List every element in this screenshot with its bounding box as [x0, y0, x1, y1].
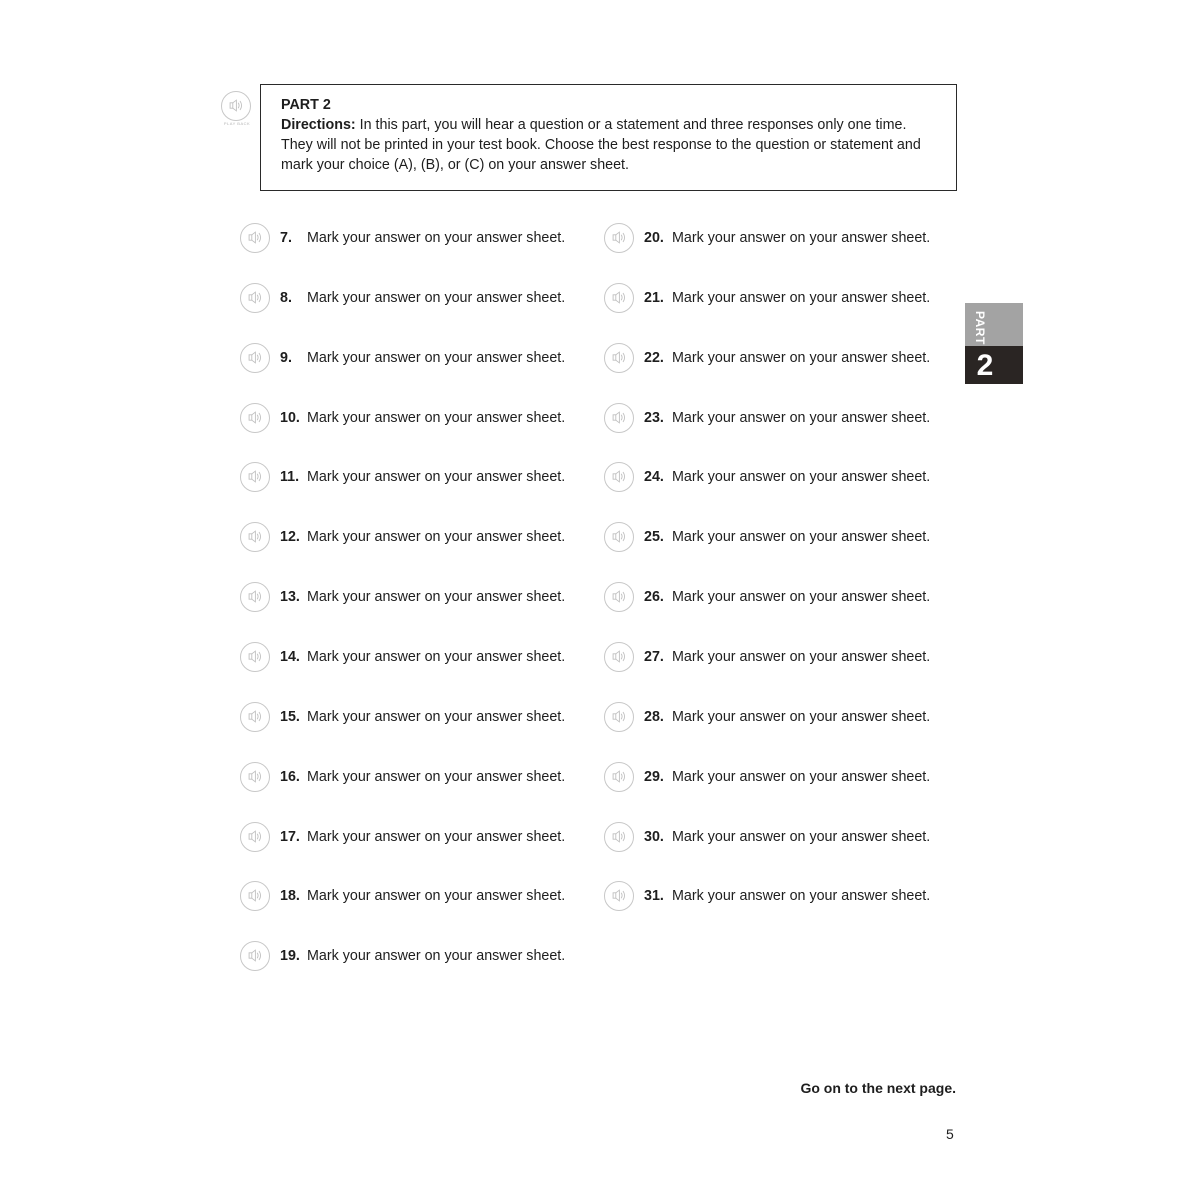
speaker-icon[interactable] — [604, 522, 634, 552]
speaker-icon[interactable] — [240, 642, 270, 672]
question-text: Mark your answer on your answer sheet. — [307, 409, 566, 426]
speaker-icon[interactable] — [604, 223, 634, 253]
speaker-icon[interactable] — [604, 462, 634, 492]
question-number: 7. — [280, 230, 292, 246]
speaker-icon[interactable] — [604, 403, 634, 433]
question-number: 21. — [644, 289, 664, 306]
question-text: Mark your answer on your answer sheet. — [307, 529, 566, 546]
question-text: Mark your answer on your answer sheet. — [307, 349, 566, 366]
speaker-icon[interactable] — [604, 702, 634, 732]
question-text: Mark your answer on your answer sheet. — [307, 888, 566, 905]
speaker-icon[interactable] — [240, 881, 270, 911]
speaker-icon[interactable] — [240, 522, 270, 552]
speaker-icon[interactable] — [240, 403, 270, 433]
question-text: Mark your answer on your answer sheet. — [307, 289, 566, 306]
question-number: 23. — [644, 409, 664, 426]
icon-caption: PLAY BACK — [223, 121, 251, 126]
speaker-icon[interactable] — [240, 343, 270, 373]
speaker-glyph — [222, 92, 249, 119]
question-number: 10. — [280, 409, 300, 426]
speaker-icon[interactable] — [240, 582, 270, 612]
question-number: 30. — [644, 828, 664, 845]
question-number: 18. — [280, 888, 300, 905]
directions-box — [260, 84, 957, 191]
question-number: 22. — [644, 349, 664, 366]
part-tab-number: 2 — [976, 349, 994, 382]
speaker-icon[interactable] — [604, 582, 634, 612]
speaker-icon[interactable] — [604, 822, 634, 852]
question-text: Mark your answer on your answer sheet. — [672, 469, 931, 486]
speaker-icon[interactable] — [604, 642, 634, 672]
page-number: 5 — [946, 1126, 954, 1142]
question-text: Mark your answer on your answer sheet. — [672, 589, 931, 606]
speaker-icon[interactable] — [604, 762, 634, 792]
speaker-icon[interactable] — [240, 941, 270, 971]
part-heading: PART 2 — [281, 97, 331, 113]
question-number: 15. — [280, 708, 300, 725]
question-number: 26. — [644, 589, 664, 606]
question-number: 13. — [280, 589, 300, 606]
speaker-icon[interactable] — [240, 822, 270, 852]
question-text: Mark your answer on your answer sheet. — [672, 708, 931, 725]
speaker-icon[interactable] — [221, 91, 251, 121]
directions-text: In this part, you will hear a question or a statement and three responses only one time. They will not be printed in your test book. Choose the best response to the question or statement and mark your choice (A), (B), or (C) on your answer sheet. — [281, 117, 921, 173]
question-text: Mark your answer on your answer sheet. — [672, 648, 931, 665]
question-text: Mark your answer on your answer sheet. — [672, 888, 931, 905]
part-tab-bottom — [965, 346, 1023, 384]
question-text: Mark your answer on your answer sheet. — [307, 469, 566, 486]
question-number: 11. — [280, 469, 300, 486]
question-number: 9. — [280, 349, 292, 366]
directions-label: Directions: — [281, 117, 356, 133]
speaker-icon[interactable] — [240, 462, 270, 492]
speaker-icon[interactable] — [240, 762, 270, 792]
question-number: 20. — [644, 230, 664, 246]
question-text: Mark your answer on your answer sheet. — [307, 948, 566, 965]
question-number: 25. — [644, 529, 664, 546]
question-text: Mark your answer on your answer sheet. — [307, 589, 566, 606]
directions-paragraph — [281, 115, 937, 175]
question-number: 17. — [280, 828, 300, 845]
question-number: 19. — [280, 948, 300, 965]
go-next-instruction: Go on to the next page. — [800, 1080, 956, 1096]
question-number: 31. — [644, 888, 664, 905]
part-tab-label: PART — [973, 311, 987, 345]
question-text: Mark your answer on your answer sheet. — [672, 529, 931, 546]
question-text: Mark your answer on your answer sheet. — [672, 349, 931, 366]
question-text: Mark your answer on your answer sheet. — [307, 768, 566, 785]
speaker-icon[interactable] — [240, 223, 270, 253]
question-text: Mark your answer on your answer sheet. — [672, 409, 931, 426]
question-text: Mark your answer on your answer sheet. — [672, 768, 931, 785]
question-text: Mark your answer on your answer sheet. — [672, 289, 931, 306]
speaker-icon[interactable] — [604, 343, 634, 373]
part-tab-top — [965, 303, 1023, 346]
question-number: 29. — [644, 768, 664, 785]
speaker-icon[interactable] — [604, 881, 634, 911]
question-number: 27. — [644, 648, 664, 665]
speaker-icon[interactable] — [240, 283, 270, 313]
question-text: Mark your answer on your answer sheet. — [672, 230, 931, 246]
speaker-icon[interactable] — [240, 702, 270, 732]
question-text: Mark your answer on your answer sheet. — [307, 648, 566, 665]
part-tab — [965, 303, 1023, 384]
question-number: 24. — [644, 469, 664, 486]
question-text: Mark your answer on your answer sheet. — [307, 828, 566, 845]
question-number: 14. — [280, 648, 300, 665]
question-text: Mark your answer on your answer sheet. — [307, 708, 566, 725]
question-number: 8. — [280, 289, 292, 306]
question-number: 12. — [280, 529, 300, 546]
speaker-icon[interactable] — [604, 283, 634, 313]
question-text: Mark your answer on your answer sheet. — [307, 230, 566, 246]
question-number: 28. — [644, 708, 664, 725]
question-text: Mark your answer on your answer sheet. — [672, 828, 931, 845]
question-number: 16. — [280, 768, 300, 785]
